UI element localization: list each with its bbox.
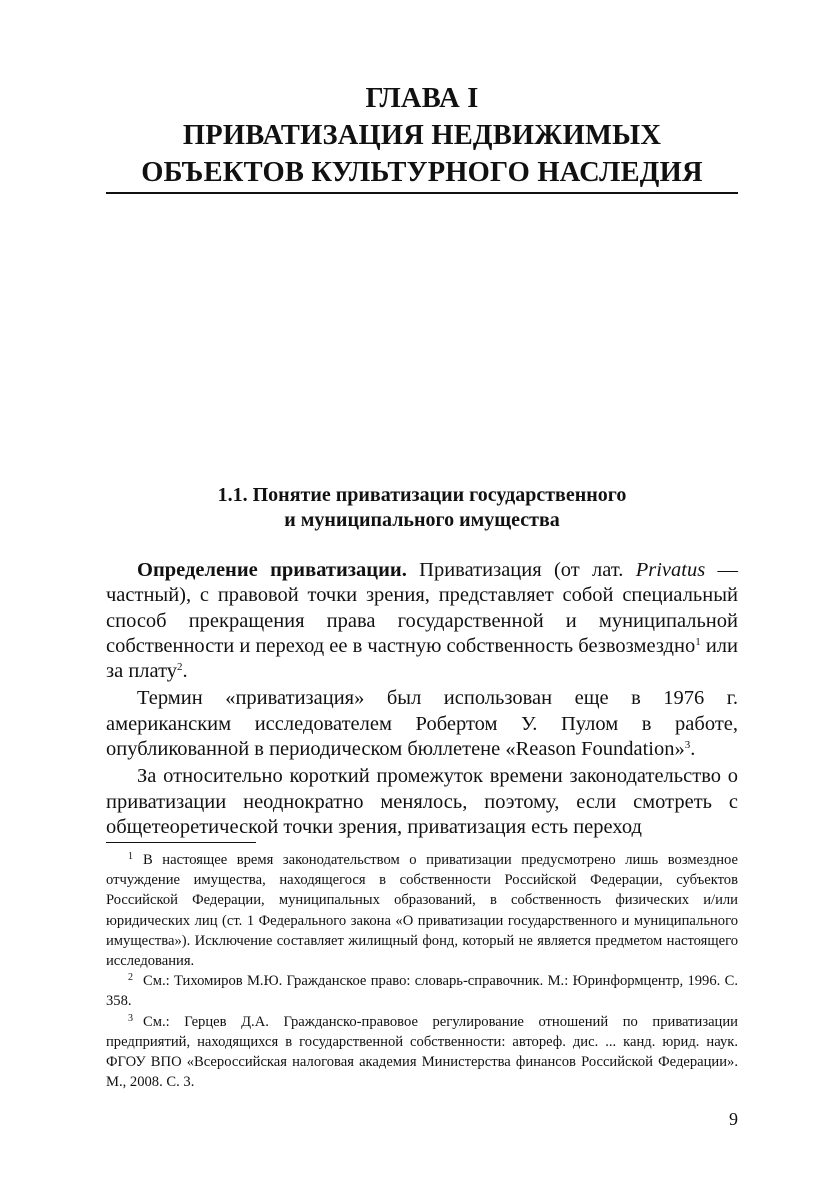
paragraph-term-history <box>106 686 738 762</box>
footnote-ref[interactable]: 3 <box>684 739 691 752</box>
paragraph-legislation: За относительно короткий промежуток времени законодательство о приватизации неоднократно менялось, поэтому, если смотреть с общетеоретической точки зрения, приватизация есть переход <box>106 765 738 838</box>
chapter-heading <box>106 80 738 191</box>
footnotes <box>106 850 738 1092</box>
text-run: . <box>690 738 696 761</box>
footnote-text: См.: Тихомиров М.Ю. Гражданское право: словарь-справочник. М.: Юринформцентр, 1996. С. 358. <box>106 973 738 1010</box>
text-run: . <box>182 660 188 683</box>
footnote-text: В настоящее время законодательством о приватизации предусмотрено лишь возмездное отчуждение имущества, находящегося в собственности Российской Федерации, субъектов Российской Федерации, муниципальных образований, в собственность физических и/или юридических лиц (ст. 1 Федерального закона «О приватизации государственного и муниципального имущества»). Исключение составляет жилищный фонд, который не является предметом настоящего исследования. <box>106 852 738 970</box>
text-run: или за плату <box>106 634 739 683</box>
body-text <box>106 558 738 840</box>
footnote-separator <box>106 842 256 843</box>
text-run: Термин «приватизация» был использован еще в 1976 г. американским исследователем Робертом У. Пулом в работе, опубликованной в периодическом бюллетене «Reason Foundation» <box>106 687 738 761</box>
page-number: 9 <box>729 1109 738 1129</box>
chapter-number: ГЛАВА I <box>365 83 479 114</box>
section-title-line-2: и муниципального имущества <box>284 509 560 531</box>
text-run: Приватизация (от лат. <box>406 559 636 581</box>
footnote <box>106 850 738 971</box>
footnote-ref[interactable]: 2 <box>177 661 183 674</box>
section-heading <box>106 483 738 533</box>
latin-term: Privatus <box>635 559 706 581</box>
footnote <box>106 1012 738 1093</box>
footnote-number: 2 <box>128 972 133 984</box>
footnote-ref[interactable]: 1 <box>695 635 701 648</box>
chapter-divider <box>106 192 738 194</box>
footnote-number: 1 <box>128 851 133 862</box>
section-title-line-1: 1.1. Понятие приватизации государственного <box>217 484 627 506</box>
text-run: — частный), с правовой точки зрения, представляет собой специальный способ прекращения права государственной и муниципальной собственности и переход ее в частную собственность безвозмездно <box>106 559 739 657</box>
footnote-text: См.: Герцев Д.А. Гражданско-правовое регулирование отношений по приватизации предприятий, находящихся в государственной собственности: автореф. дис. ... канд. юрид. наук. ФГОУ ВПО «Всероссийская налоговая академия Министерства финансов Российской Федерации». М., 2008. С. 3. <box>106 1013 738 1091</box>
paragraph-lead: Определение приватизации. <box>137 559 407 581</box>
footnote-number: 3 <box>128 1012 133 1024</box>
footnote <box>106 971 738 1011</box>
chapter-title-line-1: ПРИВАТИЗАЦИЯ НЕДВИЖИМЫХ <box>182 120 662 151</box>
paragraph-definition <box>106 558 738 684</box>
book-page <box>106 0 738 1199</box>
chapter-title-line-2: ОБЪЕКТОВ КУЛЬТУРНОГО НАСЛЕДИЯ <box>141 157 703 188</box>
